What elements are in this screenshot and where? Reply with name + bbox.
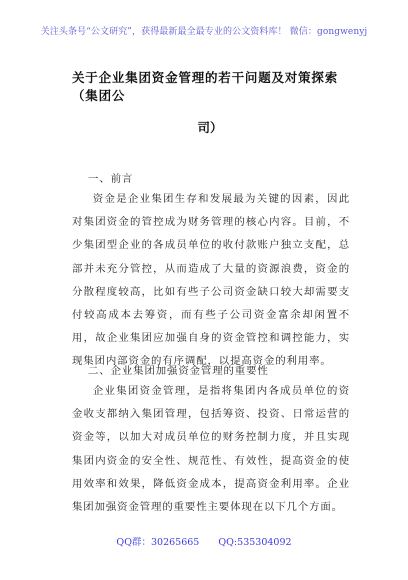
footer-qq-group: QQ群：30265665 [116,537,200,548]
footer-contact [0,534,408,548]
section2-paragraph: 企业集团资金管理，是指将集团内各成员单位的资金收支都纳入集团管理，包括筹资、投资、日常运营的资金等，以加大对成员单位的财务控制力度，并且实现集团内资金的安全性、规范性、有效性，提高资金的使用效率和效果，降低资金成本，提高资金利用率。企业集团加强资金管理的重要性主要体现在以下几个方面。 [72,385,350,514]
header-note: 关注头条号“公文研究”，获得最新最全最专业的公文资料库！ 微信：gongwenyj [40,27,368,37]
document-title-line2: 司） [197,120,223,135]
section1-heading: 一、前言 [88,173,134,185]
section1-paragraph: 资金是企业集团生存和发展最为关键的因素，因此对集团资金的管控成为财务管理的核心内容。目前，不少集团型企业的各成员单位的收付款账户独立支配，总部并未充分管控，从而造成了大量的资源浪费，资金的分散程度较高，比如有些子公司资金缺口较大却需要支付较高成本去筹资，而有些子公司资金富余却闲置不用，故企业集团应加强自身的资金管控和调控能力，实现集团内部资金的有序调配，以提高资金的利用率。 [72,193,350,368]
footer-qq: QQ:535304092 [218,537,292,548]
section2-heading: 二、企业集团加强资金管理的重要性 [88,365,269,377]
document-title-line1: 关于企业集团资金管理的若干问题及对策探索（集团公 [72,70,339,103]
